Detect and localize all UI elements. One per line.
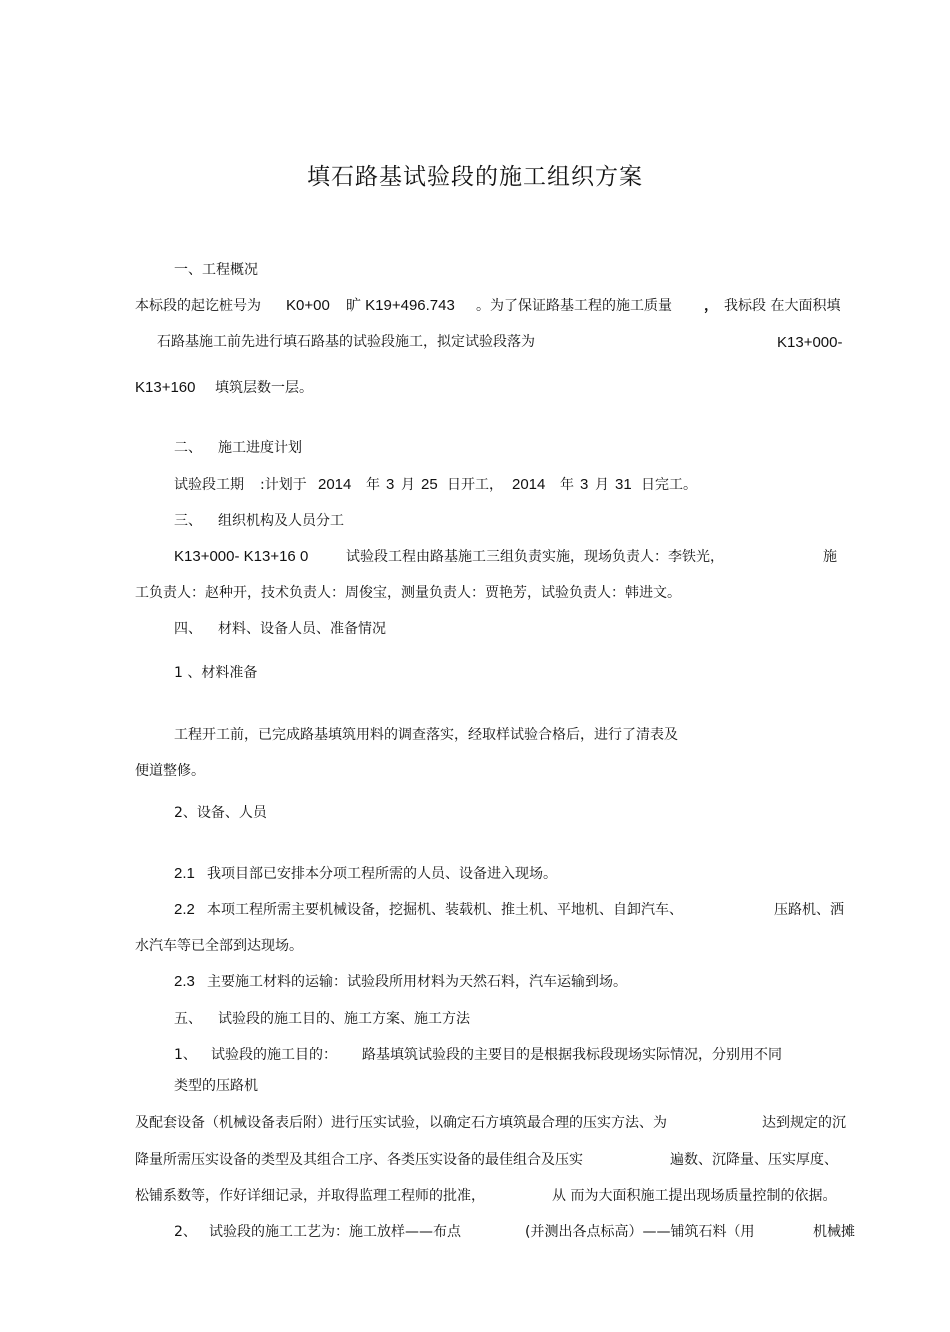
s5-item-2-text-a: 试验段的施工工艺为：施工放样——布点 — [209, 1224, 461, 1240]
s1-para3-text-b: 填筑层数一层。 — [215, 380, 313, 396]
section-4-heading: 材料、设备人员、准备情况 — [218, 621, 386, 637]
s2-line1-text-h: 日开工， — [447, 477, 503, 493]
s1-para2-text-a: 石路基施工前先进行填石路基的试验段施工，拟定试验段落为 — [157, 334, 535, 350]
s2-end-month: 3 — [580, 476, 589, 493]
s5-line3-text-b: 遍数、沉降量、压实厚度、 — [670, 1152, 838, 1168]
s2-start-day: 25 — [421, 476, 438, 493]
s5-item-1-text-c: 类型的压路机 — [174, 1078, 258, 1094]
s4-para1: 工程开工前，已完成路基填筑用料的调查落实，经取样试验合格后，进行了清表及 — [174, 727, 678, 743]
section-2-heading: 施工进度计划 — [218, 440, 302, 456]
s4-item-2-2-number: 2.2 — [174, 901, 195, 918]
s2-end-day: 31 — [615, 476, 632, 493]
section-3-heading: 组织机构及人员分工 — [218, 513, 344, 529]
s2-line1-text-b: :计划于 — [260, 477, 307, 493]
s2-line1-text-l: 月 — [595, 477, 609, 493]
s2-end-year: 2014 — [512, 476, 546, 493]
section-5-number: 五、 — [174, 1011, 202, 1027]
s5-line2-text-a: 及配套设备（机械设备表后附）进行压实试验，以确定石方填筑最合理的压实方法、为 — [135, 1115, 667, 1131]
s5-item-2-text-b: (并测出各点标高）——铺筑石料（用 — [525, 1224, 755, 1240]
section-4-number: 四、 — [174, 621, 202, 637]
s5-line4-text-b: 从 而为大面积施工提出现场质量控制的依据。 — [552, 1188, 837, 1204]
s4-sub1-heading: 1 、材料准备 — [174, 665, 258, 681]
section-5-heading: 试验段的施工目的、施工方案、施工方法 — [218, 1011, 470, 1027]
s5-line2-text-b: 达到规定的沉 — [762, 1115, 846, 1131]
s1-para1-text-d: 。为了保证路基工程的施工质量 — [476, 298, 672, 314]
s4-sub2-heading: 2、设备、人员 — [174, 805, 267, 821]
s5-item-1-label: 试验段的施工目的： — [211, 1047, 337, 1063]
s4-item-2-3-number: 2.3 — [174, 973, 195, 990]
section-2-number: 二、 — [174, 440, 202, 456]
s2-start-year: 2014 — [318, 476, 352, 493]
s3-line1-text-b: 试验段工程由路基施工三组负责实施，现场负责人：李铁光， — [346, 549, 724, 565]
s1-para1-text-a: 本标段的起讫桩号为 — [135, 298, 261, 314]
s2-line1-text-n: 日完工。 — [641, 477, 697, 493]
s3-line1-text-c: 施 — [823, 549, 837, 565]
s5-line3-text-a: 降量所需压实设备的类型及其组合工序、各类压实设备的最佳组合及压实 — [135, 1152, 583, 1168]
s4-item-2-1-number: 2.1 — [174, 865, 195, 882]
s2-start-month: 3 — [386, 476, 395, 493]
s2-line1-text-j: 年 — [560, 477, 574, 493]
s1-para1-text-b: K0+00 — [286, 297, 330, 314]
s4-para2: 便道整修。 — [135, 763, 205, 779]
s5-line4-text-a: 松铺系数等，作好详细记录，并取得监理工程师的批准， — [135, 1188, 485, 1204]
s1-para1-text-e: ， — [704, 298, 718, 314]
s2-line1-label: 试验段工期 — [174, 477, 244, 493]
s2-line1-text-f: 月 — [401, 477, 415, 493]
s5-item-2-number: 2、 — [174, 1224, 197, 1240]
s1-para2-text-b: K13+000- — [777, 334, 843, 351]
s4-item-2-1-text: 我项目部已安排本分项工程所需的人员、设备进入现场。 — [207, 866, 557, 882]
s1-para1-text-f: 我标段 在大面积填 — [724, 298, 841, 314]
section-3-number: 三、 — [174, 513, 202, 529]
s1-para3-text-a: K13+160 — [135, 379, 196, 396]
s4-item-2-3-text: 主要施工材料的运输：试验段所用材料为天然石料，汽车运输到场。 — [207, 974, 627, 990]
s4-item-2-2-text-a: 本项工程所需主要机械设备，挖掘机、装载机、推土机、平地机、自卸汽车、 — [207, 902, 683, 918]
s3-line2: 工负责人：赵种开，技术负责人：周俊宝，测量负责人：贾艳芳，试验负责人：韩进文。 — [135, 585, 681, 601]
document-title: 填石路基试验段的施工组织方案 — [307, 164, 643, 190]
s2-line1-text-d: 年 — [366, 477, 380, 493]
s4-item-2-2-text-c: 水汽车等已全部到达现场。 — [135, 938, 303, 954]
s1-para1-text-c: 旷 K19+496.743 — [346, 297, 455, 314]
s5-item-2-text-c: 机械摊 — [813, 1224, 855, 1240]
s3-line1-stake: K13+000- K13+16 0 — [174, 548, 309, 565]
s4-item-2-2-text-b: 压路机、洒 — [774, 902, 844, 918]
section-1-heading: 一、工程概况 — [174, 262, 258, 278]
s5-item-1-number: 1、 — [174, 1047, 197, 1063]
s5-item-1-text: 路基填筑试验段的主要目的是根据我标段现场实际情况，分别用不同 — [362, 1047, 782, 1063]
